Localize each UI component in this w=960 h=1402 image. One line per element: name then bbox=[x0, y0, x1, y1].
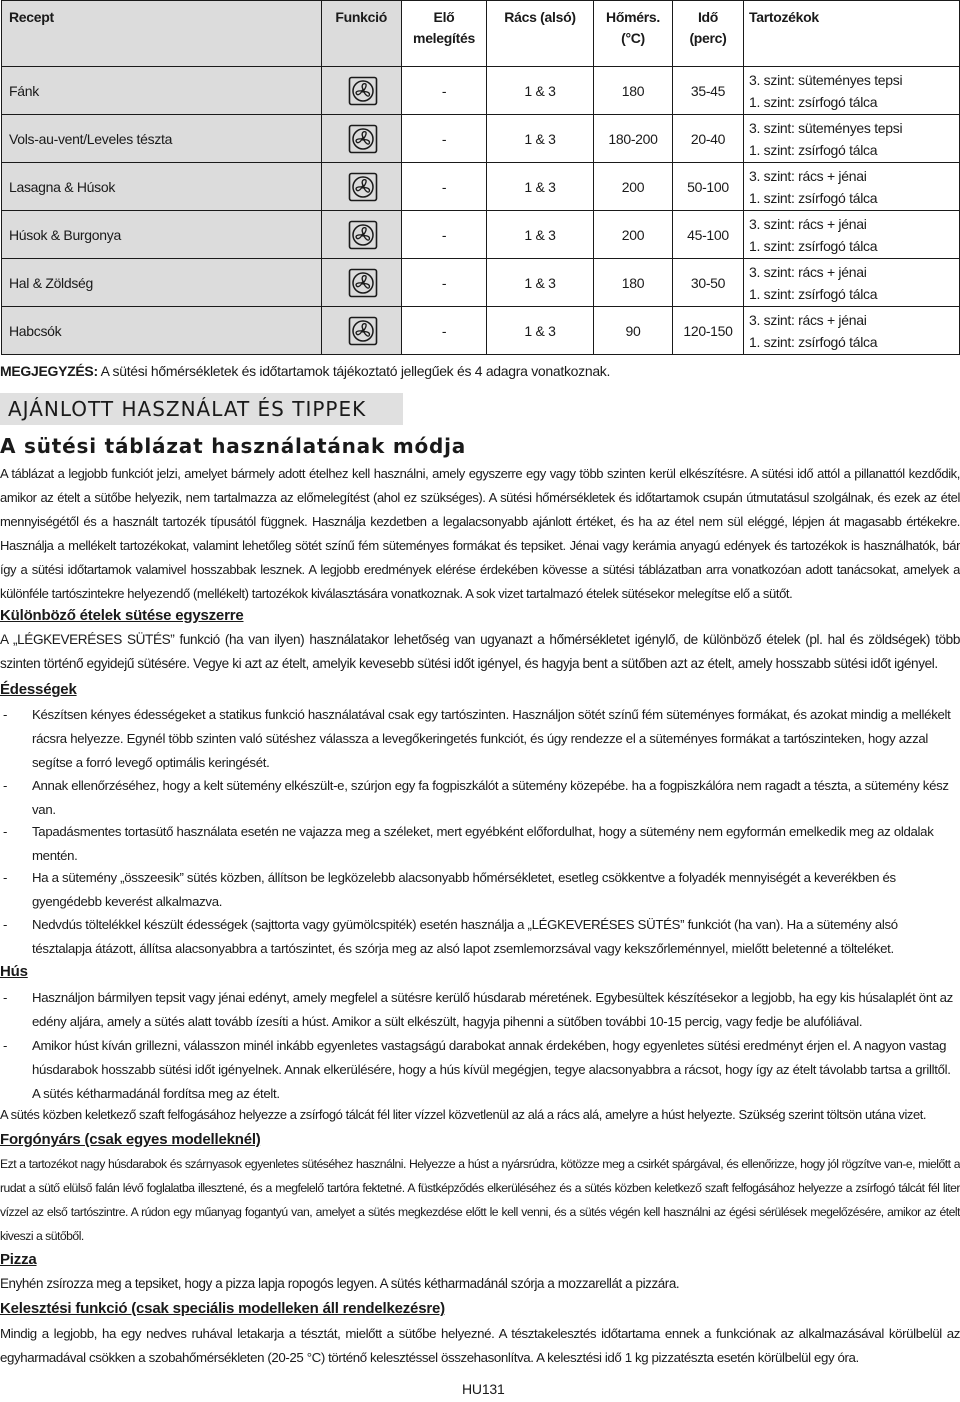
accessory-line: 1. szint: zsírfogó tálca bbox=[749, 189, 878, 206]
cell-time: 30-50 bbox=[673, 259, 744, 307]
cell-function bbox=[322, 211, 402, 259]
dessert-bullet-text: Nedvdús töltelékkel készült édességek (sajttorta vagy gyümölcspiték) esetén használja a „LÉGKEVERÉSES SÜTÉS” funkciót (ha van). Ha a sütemény alsó tésztalapja átázott, állítsa alacsonyabbra a tartószintet, és szórja meg az alsó lapot zsemlemorzsával vagy kekszőrleménnyel, mielőtt beletenné a tölteléket. bbox=[32, 917, 898, 956]
heading-meat: Hús bbox=[0, 963, 28, 980]
convection-fan-icon bbox=[348, 220, 378, 250]
accessory-line: 3. szint: rács + jénai bbox=[749, 215, 867, 232]
bullet-dash: - bbox=[3, 870, 8, 885]
cell-rack: 1 & 3 bbox=[487, 211, 594, 259]
meat-bullet bbox=[0, 1034, 960, 1106]
cell-function bbox=[322, 259, 402, 307]
header-rack: Rács (alsó) bbox=[487, 1, 594, 67]
cell-preheat: - bbox=[402, 67, 487, 115]
accessory-line: 1. szint: zsírfogó tálca bbox=[749, 141, 878, 158]
cell-accessories bbox=[744, 259, 960, 307]
accessory-line: 1. szint: zsírfogó tálca bbox=[749, 237, 878, 254]
cell-recipe: Fánk bbox=[2, 67, 322, 115]
cell-preheat: - bbox=[402, 163, 487, 211]
cell-function bbox=[322, 307, 402, 355]
cell-rack: 1 & 3 bbox=[487, 67, 594, 115]
note-text: A sütési hőmérsékletek és időtartamok tájékoztató jellegűek és 4 adagra vonatkoznak. bbox=[97, 363, 611, 379]
cell-recipe: Vols-au-vent/Leveles tészta bbox=[2, 115, 322, 163]
heading-multi-level: Különböző ételek sütése egyszerre bbox=[0, 607, 244, 624]
bullet-dash: - bbox=[3, 778, 8, 793]
cell-time: 20-40 bbox=[673, 115, 744, 163]
convection-fan-icon bbox=[348, 316, 378, 346]
note bbox=[0, 363, 610, 379]
table-row bbox=[2, 259, 960, 307]
accessory-line: 1. szint: zsírfogó tálca bbox=[749, 285, 878, 302]
table-body bbox=[2, 67, 960, 355]
dessert-bullet-text: Ha a sütemény „összeesik” sütés közben, állítson be legközelebb alacsonyabb hőmérsékletet, esetleg csökkentve a folyadék mennyiségét a keverékben és gyengédebb keverést alkalmazva. bbox=[32, 870, 896, 909]
convection-fan-icon bbox=[348, 172, 378, 202]
convection-fan-icon bbox=[348, 268, 378, 298]
intro-paragraph: A táblázat a legjobb funkciót jelzi, amelyet bármely adott ételhez kell használni, amely egyszerre egy vagy több szinten kerül elkészítésre. A sütési idő attól a pillanattól kezdődik, amikor az ételt a sütőbe helyezik, nem tartalmazza az előmelegítést (ahol ez szükséges). A sütési hőmérsékletek és időtartamok csupán útmutatásul szolgálnak, és ezek az étel mennyiségétől és a használt tartozék típusától függnek. Használja kezdetben a legalacsonyabb ajánlott értéket, és ha az étel nem sül eléggé, lépjen át magasabb értékekre. Használja a mellékelt tartozékokat, valamint lehetőleg sötét színű fém süteményes formákat és tepsiket. Jénai vagy kerámia anyagú edények és tartozékok is használhatók, bár így a sütési időtartamok valamivel hosszabbak lesznek. A legjobb eredmények elérése érdekében kövesse a sütési táblázatban arra vonatkozóan adott tanácsokat, amelyek a különféle tartószintekre helyezendő (mellékelt) tartozékok kiválasztására vonatkoznak. A sok vizet tartalmazó ételek sütésekor melegítse elő a sütőt. bbox=[0, 466, 960, 601]
table-row bbox=[2, 67, 960, 115]
accessory-line: 3. szint: süteményes tepsi bbox=[749, 71, 903, 88]
dessert-bullet bbox=[0, 703, 960, 775]
cell-time: 35-45 bbox=[673, 67, 744, 115]
convection-fan-icon bbox=[348, 76, 378, 106]
cell-time: 50-100 bbox=[673, 163, 744, 211]
cell-accessories bbox=[744, 163, 960, 211]
dessert-bullet-text: Készítsen kényes édességeket a statikus funkció használatával csak egy tartószinten. Használjon sötét színű fém süteményes formákat, és azokat mindig a mellékelt rácsra helyezze. Egynél több szinten való sütéshez válassza a levegőkeringetés funkciót, és úgy rendezze el a süteményes formákat a tartószinteken, hogy azzal segítse a forró levegő optimális keringését. bbox=[32, 707, 951, 770]
header-temp-line2: (°C) bbox=[621, 30, 645, 46]
multi-level-paragraph: A „LÉGKEVERÉSES SÜTÉS” funkció (ha van ilyen) használatakor lehetőség van ugyanazt a hőmérsékletet igénylő, de különböző ételek (pl. hal és zöldségek) több szinten történő egyidejű sütésére. Vegye ki azt az ételt, amelyik kevesebb sütési időt igényel, és hagyja bent a sütőben azt az ételt, amely hosszabb sütési időt igényel. bbox=[0, 632, 960, 671]
rotisserie-paragraph: Ezt a tartozékot nagy húsdarabok és szárnyasok egyenletes sütéséhez használni. Helyezze a húst a nyársrúdra, kötözze meg a csirkét spárgával, és ellenőrizze, hogy jól rögzítve van-e, mielőtt a rudat a sütő elülső falán lévő foglalatba illesztené, és a megfelelő tartóra fektetné. A füstképződés elkerüléséhez és a sütés közben keletkező szaft felfogásához helyezze a zsírfogó tálcát fél liter vízzel az első tartószintre. A rúdon egy műanyag fogantyú van, amelyet a sütés megkezdése előtt le kell venni, és a sütés végén kell használni az égési sérülések megelőzésére, amikor az ételt kiveszi a sütőből. bbox=[0, 1157, 960, 1243]
cell-recipe: Lasagna & Húsok bbox=[2, 163, 322, 211]
cell-rack: 1 & 3 bbox=[487, 163, 594, 211]
section-banner: AJÁNLOTT HASZNÁLAT ÉS TIPPEK bbox=[0, 393, 403, 425]
cell-accessories bbox=[744, 115, 960, 163]
dessert-bullet bbox=[0, 913, 960, 961]
cell-recipe: Húsok & Burgonya bbox=[2, 211, 322, 259]
cell-time: 120-150 bbox=[673, 307, 744, 355]
cell-temp: 180 bbox=[594, 259, 673, 307]
cell-accessories bbox=[744, 211, 960, 259]
cell-rack: 1 & 3 bbox=[487, 115, 594, 163]
cell-function bbox=[322, 67, 402, 115]
accessory-line: 3. szint: süteményes tepsi bbox=[749, 119, 903, 136]
header-preheat bbox=[402, 1, 487, 67]
dessert-bullet bbox=[0, 774, 960, 822]
heading-desserts: Édességek bbox=[0, 681, 77, 698]
accessory-line: 1. szint: zsírfogó tálca bbox=[749, 333, 878, 350]
cell-accessories bbox=[744, 67, 960, 115]
cell-preheat: - bbox=[402, 259, 487, 307]
header-accessories: Tartozékok bbox=[744, 1, 960, 67]
meat-bullet-text: Használjon bármilyen tepsit vagy jénai edényt, amely megfelel a sütésre kerülő húsdarab méretének. Egybesültek készítésekor a legjobb, ha egy kis húsalaplét önt az edény aljára, amely a sütés alatt tovább ízesíti a húst. Amikor a sült elkészült, hagyja pihenni a sütőben további 10-15 percig, vagy fedje be alufóliával. bbox=[32, 990, 953, 1029]
cell-temp: 180-200 bbox=[594, 115, 673, 163]
bullet-dash: - bbox=[3, 917, 8, 932]
cell-time: 45-100 bbox=[673, 211, 744, 259]
header-time-line2: (perc) bbox=[689, 30, 727, 46]
dessert-bullet-text: Annak ellenőrzéséhez, hogy a kelt sütemény elkészült-e, szúrjon egy fa fogpiszkálót a sütemény közepébe. ha a fogpiszkálóra nem ragadt a tészta, a sütemény kész van. bbox=[32, 778, 949, 817]
header-function: Funkció bbox=[322, 1, 402, 67]
bullet-dash: - bbox=[3, 824, 8, 839]
heading-proofing: Kelesztési funkció (csak speciális modelleken áll rendelkezésre) bbox=[0, 1300, 445, 1317]
dessert-bullet-text: Tapadásmentes tortasütő használata esetén ne vajazza meg a széleket, mert egyébként előfordulhat, hogy a sütemény nem egyformán emelkedik meg az oldalak mentén. bbox=[32, 824, 934, 863]
cell-recipe: Hal & Zöldség bbox=[2, 259, 322, 307]
meat-drip-paragraph: A sütés közben keletkező szaft felfogásához helyezze a zsírfogó tálcát fél liter vízzel közvetlenül az alá a rács alá, amelyre a húst helyezte. Szükség szerint töltsön utána vizet. bbox=[0, 1107, 927, 1122]
cell-rack: 1 & 3 bbox=[487, 259, 594, 307]
cell-temp: 200 bbox=[594, 163, 673, 211]
table-row bbox=[2, 115, 960, 163]
meat-bullet-text: Amikor húst kíván grillezni, válasszon minél inkább egyenletes vastagságú darabokat annak érdekében, hogy egyenletes sütési eredményt érjen el. A nagyon vastag húsdarabok hosszabb sütési időt igényelnek. Annak elkerülésére, hogy a hús kívül megégjen, tegye alacsonyabbra a rácsot, hogy így az ételt távolabb tartsa a grilltől. A sütés kétharmadánál fordítsa meg az ételt. bbox=[32, 1038, 951, 1101]
heading-pizza: Pizza bbox=[0, 1251, 37, 1268]
accessory-line: 3. szint: rács + jénai bbox=[749, 263, 867, 280]
accessory-line: 1. szint: zsírfogó tálca bbox=[749, 93, 878, 110]
cell-accessories bbox=[744, 307, 960, 355]
pizza-paragraph: Enyhén zsírozza meg a tepsiket, hogy a pizza lapja ropogós legyen. A sütés kétharmadánál szórja a mozzarellát a pizzára. bbox=[0, 1276, 680, 1291]
cell-temp: 90 bbox=[594, 307, 673, 355]
convection-fan-icon bbox=[348, 124, 378, 154]
baking-table bbox=[1, 0, 960, 355]
bullet-dash: - bbox=[3, 707, 8, 722]
header-temp-line1: Hőmérs. bbox=[606, 9, 660, 25]
accessory-line: 3. szint: rács + jénai bbox=[749, 311, 867, 328]
table-row bbox=[2, 211, 960, 259]
table-row bbox=[2, 163, 960, 211]
header-preheat-line1: Elő bbox=[433, 9, 455, 25]
cell-function bbox=[322, 115, 402, 163]
cell-preheat: - bbox=[402, 115, 487, 163]
cell-recipe: Habcsók bbox=[2, 307, 322, 355]
table-header-row bbox=[2, 1, 960, 67]
section-subtitle: A sütési táblázat használatának módja bbox=[0, 434, 467, 458]
page-number: HU131 bbox=[462, 1381, 505, 1397]
header-preheat-line2: melegítés bbox=[413, 30, 475, 46]
note-label: MEGJEGYZÉS: bbox=[0, 363, 98, 379]
cell-preheat: - bbox=[402, 211, 487, 259]
proofing-paragraph: Mindig a legjobb, ha egy nedves ruhával letakarja a tésztát, mielőtt a sütőbe helyezné. A tésztakelesztés időtartama ennek a funkciónak az alkalmazásával körülbelül az egyharmadával csökken a szobahőmérsékleten (20-25 °C) történő kelesztéssel összehasonlítva. A kelesztési idő 1 kg pizzatészta esetén körülbelül egy óra. bbox=[0, 1326, 960, 1365]
bullet-dash: - bbox=[3, 990, 8, 1005]
header-time bbox=[673, 1, 744, 67]
dessert-bullet bbox=[0, 866, 960, 914]
header-temp bbox=[594, 1, 673, 67]
header-time-line1: Idő bbox=[697, 9, 719, 25]
meat-bullet bbox=[0, 986, 960, 1034]
cell-temp: 200 bbox=[594, 211, 673, 259]
dessert-bullet bbox=[0, 820, 960, 868]
cell-rack: 1 & 3 bbox=[487, 307, 594, 355]
bullet-dash: - bbox=[3, 1038, 8, 1053]
cell-temp: 180 bbox=[594, 67, 673, 115]
cell-preheat: - bbox=[402, 307, 487, 355]
cell-function bbox=[322, 163, 402, 211]
table-row bbox=[2, 307, 960, 355]
header-recipe: Recept bbox=[2, 1, 322, 67]
heading-rotisserie: Forgónyárs (csak egyes modelleknél) bbox=[0, 1131, 261, 1148]
accessory-line: 3. szint: rács + jénai bbox=[749, 167, 867, 184]
